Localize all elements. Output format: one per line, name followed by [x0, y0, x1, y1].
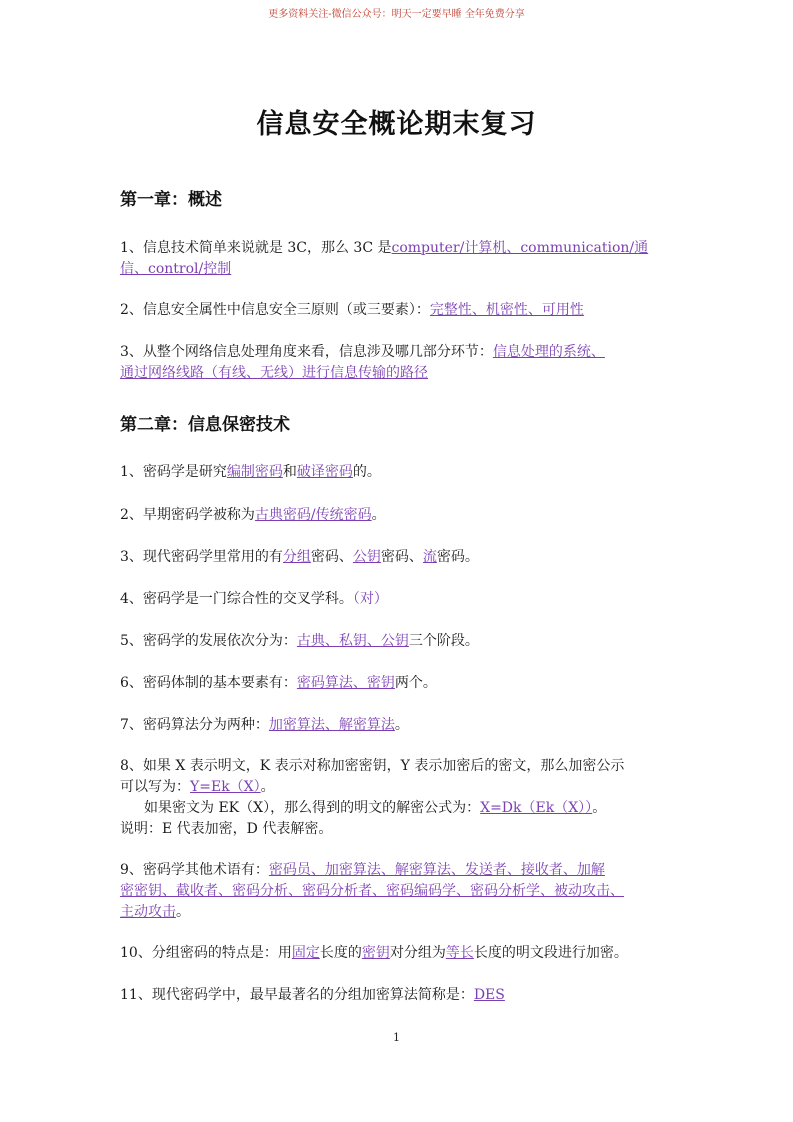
question-text: 密码。: [436, 549, 479, 565]
ch2-question-7: [120, 715, 676, 736]
answer-text: 公钥: [352, 549, 381, 565]
ch1-question-2: [120, 300, 676, 321]
answer-text: 密码员、加密算法、解密算法、发送者、接收者、加解: [268, 862, 605, 878]
question-text: 3、从整个网络信息处理角度来看，信息涉及哪几部分环节：: [120, 344, 493, 360]
question-text: 7、密码算法分为两种：: [120, 717, 269, 733]
question-text: 10、分组密码的特点是：用: [120, 945, 292, 961]
ch2-question-2: [120, 505, 676, 526]
question-text: 的。: [352, 464, 381, 480]
answer-text: X=Dk（Ek（X））: [480, 800, 593, 816]
question-text: 两个。: [394, 675, 437, 691]
chapter-1-heading: 第一章：概述: [120, 190, 222, 210]
question-text: 密码、: [380, 549, 423, 565]
answer-text: 密码算法、密钥: [296, 675, 395, 691]
question-text: 3、现代密码学里常用的有: [120, 549, 283, 565]
ch2-question-6: [120, 673, 676, 694]
answer-text: （对）: [352, 591, 388, 607]
question-text: 4、密码学是一门综合性的交叉学科。: [120, 591, 353, 607]
answer-text: 信、control/控制: [120, 261, 232, 277]
question-text: 对分组为: [389, 945, 446, 961]
question-text: 长度的: [319, 945, 362, 961]
question-text: 1、密码学是研究: [120, 464, 227, 480]
question-text: 2、信息安全属性中信息安全三原则（或三要素）：: [120, 302, 430, 318]
answer-text: 编制密码: [226, 464, 283, 480]
answer-text: 分组: [282, 549, 311, 565]
ch2-question-9: [120, 860, 676, 923]
question-text: 9、密码学其他术语有：: [120, 862, 269, 878]
question-text: 如果密文为 EK（X），那么得到的明文的解密公式为：: [144, 800, 481, 816]
ch2-question-1: [120, 462, 676, 483]
question-text: 长度的明文段进行加密。: [473, 945, 628, 961]
note-text: 说明：E 代表加密，D 代表解密。: [120, 821, 333, 837]
answer-text: 密钥: [361, 945, 390, 961]
question-text: 。: [592, 800, 607, 816]
answer-text: Y=Ek（X）: [190, 779, 261, 795]
ch2-question-11: [120, 985, 676, 1006]
ch2-question-3: [120, 547, 676, 568]
chapter-2-heading: 第二章：信息保密技术: [120, 415, 290, 435]
answer-text: 信息处理的系统、: [492, 344, 605, 360]
answer-text: 流: [422, 549, 437, 565]
answer-text: 等长: [445, 945, 474, 961]
answer-text: 加密算法、解密算法: [268, 717, 395, 733]
question-text: 。: [260, 779, 275, 795]
answer-text: 固定: [291, 945, 320, 961]
ch1-question-3: [120, 342, 676, 384]
answer-text: DES: [473, 987, 505, 1003]
question-text: 8、如果 X 表示明文，K 表示对称加密密钥，Y 表示加密后的密文，那么加密公示: [120, 758, 625, 774]
question-text: 三个阶段。: [408, 633, 479, 649]
ch2-question-8: [120, 756, 676, 840]
question-text: 。: [371, 507, 386, 523]
answer-text: 密密钥、截收者、密码分析、密码分析者、密码编码学、密码分析学、被动攻击、: [120, 883, 624, 899]
ch1-question-1: [120, 238, 676, 280]
question-text: 11、现代密码学中，最早最著名的分组加密算法简称是：: [120, 987, 474, 1003]
document-title: 信息安全概论期末复习: [256, 109, 537, 140]
answer-text: 古典密码/传统密码: [254, 507, 372, 523]
question-text: 1、信息技术简单来说就是 3C，那么 3C 是: [120, 240, 392, 256]
answer-text: 通过网络线路（有线、无线）进行信息传输的路径: [120, 365, 428, 381]
question-text: 。: [394, 717, 409, 733]
answer-text: 破译密码: [296, 464, 353, 480]
page-number: 1: [393, 1031, 400, 1044]
question-text: 密码、: [310, 549, 353, 565]
ch2-question-5: [120, 631, 676, 652]
question-text: 。: [176, 904, 190, 920]
question-text: 2、早期密码学被称为: [120, 507, 255, 523]
header-banner: 更多资料关注-微信公众号：明天一定要早睡 全年免费分享: [268, 9, 525, 20]
question-text: 和: [282, 464, 297, 480]
answer-text: computer/计算机、communication/通: [391, 240, 649, 256]
question-text: 可以写为：: [120, 779, 190, 795]
answer-text: 主动攻击: [120, 904, 176, 920]
ch2-question-4: [120, 589, 676, 610]
ch2-question-10: [120, 943, 676, 964]
answer-text: 完整性、机密性、可用性: [429, 302, 584, 318]
question-text: 5、密码学的发展依次分为：: [120, 633, 297, 649]
question-text: 6、密码体制的基本要素有：: [120, 675, 297, 691]
answer-text: 古典、私钥、公钥: [296, 633, 409, 649]
